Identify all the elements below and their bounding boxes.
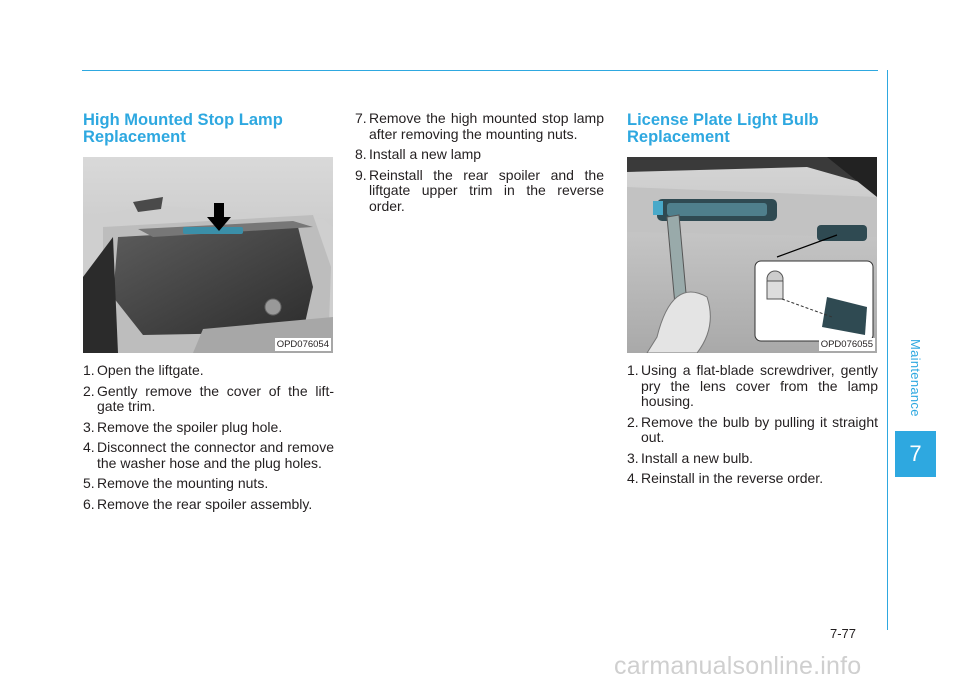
list-item: 1. Using a flat-blade screwdriver, gently pry the lens cover from the lamp housing. bbox=[627, 362, 878, 409]
list-item: 7. Remove the high mounted stop lamp after removing the mounting nuts. bbox=[355, 110, 604, 142]
stop-lamp-mark bbox=[183, 227, 243, 234]
stop-lamp-steps bbox=[83, 363, 334, 517]
list-item: 3. Install a new bulb. bbox=[627, 449, 754, 466]
license-light-heading: License Plate Light Bulb Replacement bbox=[627, 111, 819, 146]
header-rule bbox=[82, 70, 878, 71]
list-item: 3. Remove the spoiler plug hole. bbox=[83, 418, 283, 435]
figure-code: OPD076054 bbox=[276, 339, 329, 350]
car-rear-illustration bbox=[83, 157, 333, 353]
list-item: 6. Remove the rear spoiler assembly. bbox=[83, 495, 313, 512]
list-item: 4. Reinstall in the reverse order. bbox=[627, 470, 824, 486]
stop-lamp-heading: High Mounted Stop Lamp Replacement bbox=[83, 111, 283, 146]
chapter-number: 7 bbox=[895, 431, 936, 477]
license-lamp-illustration bbox=[627, 157, 877, 353]
list-item: 5. Remove the mounting nuts. bbox=[83, 475, 269, 491]
stop-lamp-steps-continued bbox=[355, 111, 604, 219]
side-rule bbox=[887, 70, 888, 630]
list-item: 2. Remove the bulb by pulling it straight out. bbox=[627, 413, 878, 445]
stop-lamp-figure bbox=[83, 157, 333, 353]
list-item: 2. Gently remove the cover of the lift-gate trim. bbox=[83, 382, 334, 414]
list-item: 8. Install a new lamp bbox=[355, 146, 482, 162]
page-number: 7-77 bbox=[830, 626, 857, 641]
list-item: 4. Disconnect the connector and remove the washer hose and the plug holes. bbox=[83, 439, 334, 471]
list-item: 1. Open the liftgate. bbox=[83, 362, 204, 378]
license-light-steps bbox=[627, 363, 878, 492]
section-tab bbox=[895, 328, 936, 428]
watermark: carmanualsonline.info bbox=[614, 652, 862, 680]
section-tab-label: Maintenance bbox=[908, 339, 923, 417]
license-light-figure bbox=[627, 157, 877, 353]
list-item: 9. Reinstall the rear spoiler and the liftgate upper trim in the reverse order. bbox=[355, 166, 604, 214]
figure-code: OPD076055 bbox=[820, 339, 873, 350]
